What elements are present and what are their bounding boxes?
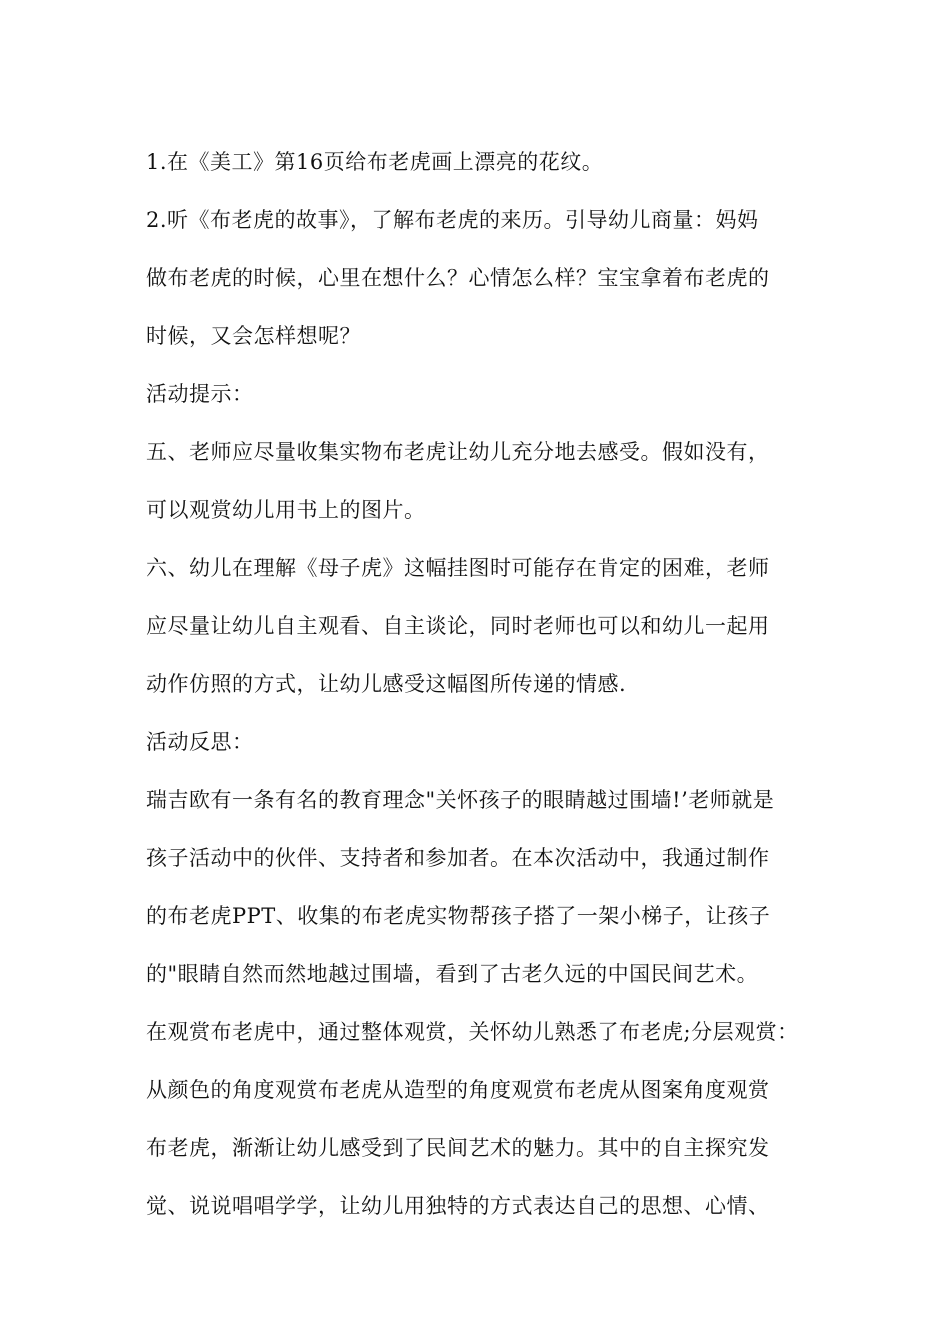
text-line: 动作仿照的方式，让幼儿感受这幅图所传递的情感. bbox=[146, 672, 627, 696]
text-line: 六、幼儿在理解《母子虎》这幅挂图时可能存在肯定的困难，老师 bbox=[146, 556, 770, 580]
text-line: 做布老虎的时候，心里在想什么？心情怎么样？宝宝拿着布老虎的 bbox=[146, 266, 770, 290]
text-line: 孩子活动中的伙伴、支持者和参加者。在本次活动中，我通过制作 bbox=[146, 846, 770, 870]
section-heading: 活动提示： bbox=[146, 382, 254, 406]
text-line: 1.在《美工》第16页给布老虎画上漂亮的花纹。 bbox=[146, 150, 604, 174]
document-body bbox=[146, 133, 846, 1235]
text-line: 在观赏布老虎中，通过整体观赏，关怀幼儿熟悉了布老虎;分层观赏： bbox=[146, 1020, 799, 1044]
text-line: 的布老虎PPT、收集的布老虎实物帮孩子搭了一架小梯子，让孩子 bbox=[146, 904, 771, 928]
text-line: 2.听《布老虎的故事》，了解布老虎的来历。引导幼儿商量：妈妈 bbox=[146, 208, 759, 232]
text-line: 布老虎，渐渐让幼儿感受到了民间艺术的魅力。其中的自主探究发 bbox=[146, 1136, 770, 1160]
text-line: 从颜色的角度观赏布老虎从造型的角度观赏布老虎从图案角度观赏 bbox=[146, 1078, 770, 1102]
section-heading: 活动反思： bbox=[146, 730, 254, 754]
text-line: 五、老师应尽量收集实物布老虎让幼儿充分地去感受。假如没有， bbox=[146, 440, 770, 464]
text-line: 的"眼睛自然而然地越过围墙，看到了古老久远的中国民间艺术。 bbox=[146, 962, 759, 986]
text-line: 时候，又会怎样想呢？ bbox=[146, 324, 361, 348]
text-line: 可以观赏幼儿用书上的图片。 bbox=[146, 498, 426, 522]
text-line: 应尽量让幼儿自主观看、自主谈论，同时老师也可以和幼儿一起用 bbox=[146, 614, 770, 638]
text-line: 瑞吉欧有一条有名的教育理念"关怀孩子的眼睛越过围墙!’老师就是 bbox=[146, 788, 775, 812]
text-line: 觉、说说唱唱学学，让幼儿用独特的方式表达自己的思想、心情、 bbox=[146, 1194, 770, 1218]
